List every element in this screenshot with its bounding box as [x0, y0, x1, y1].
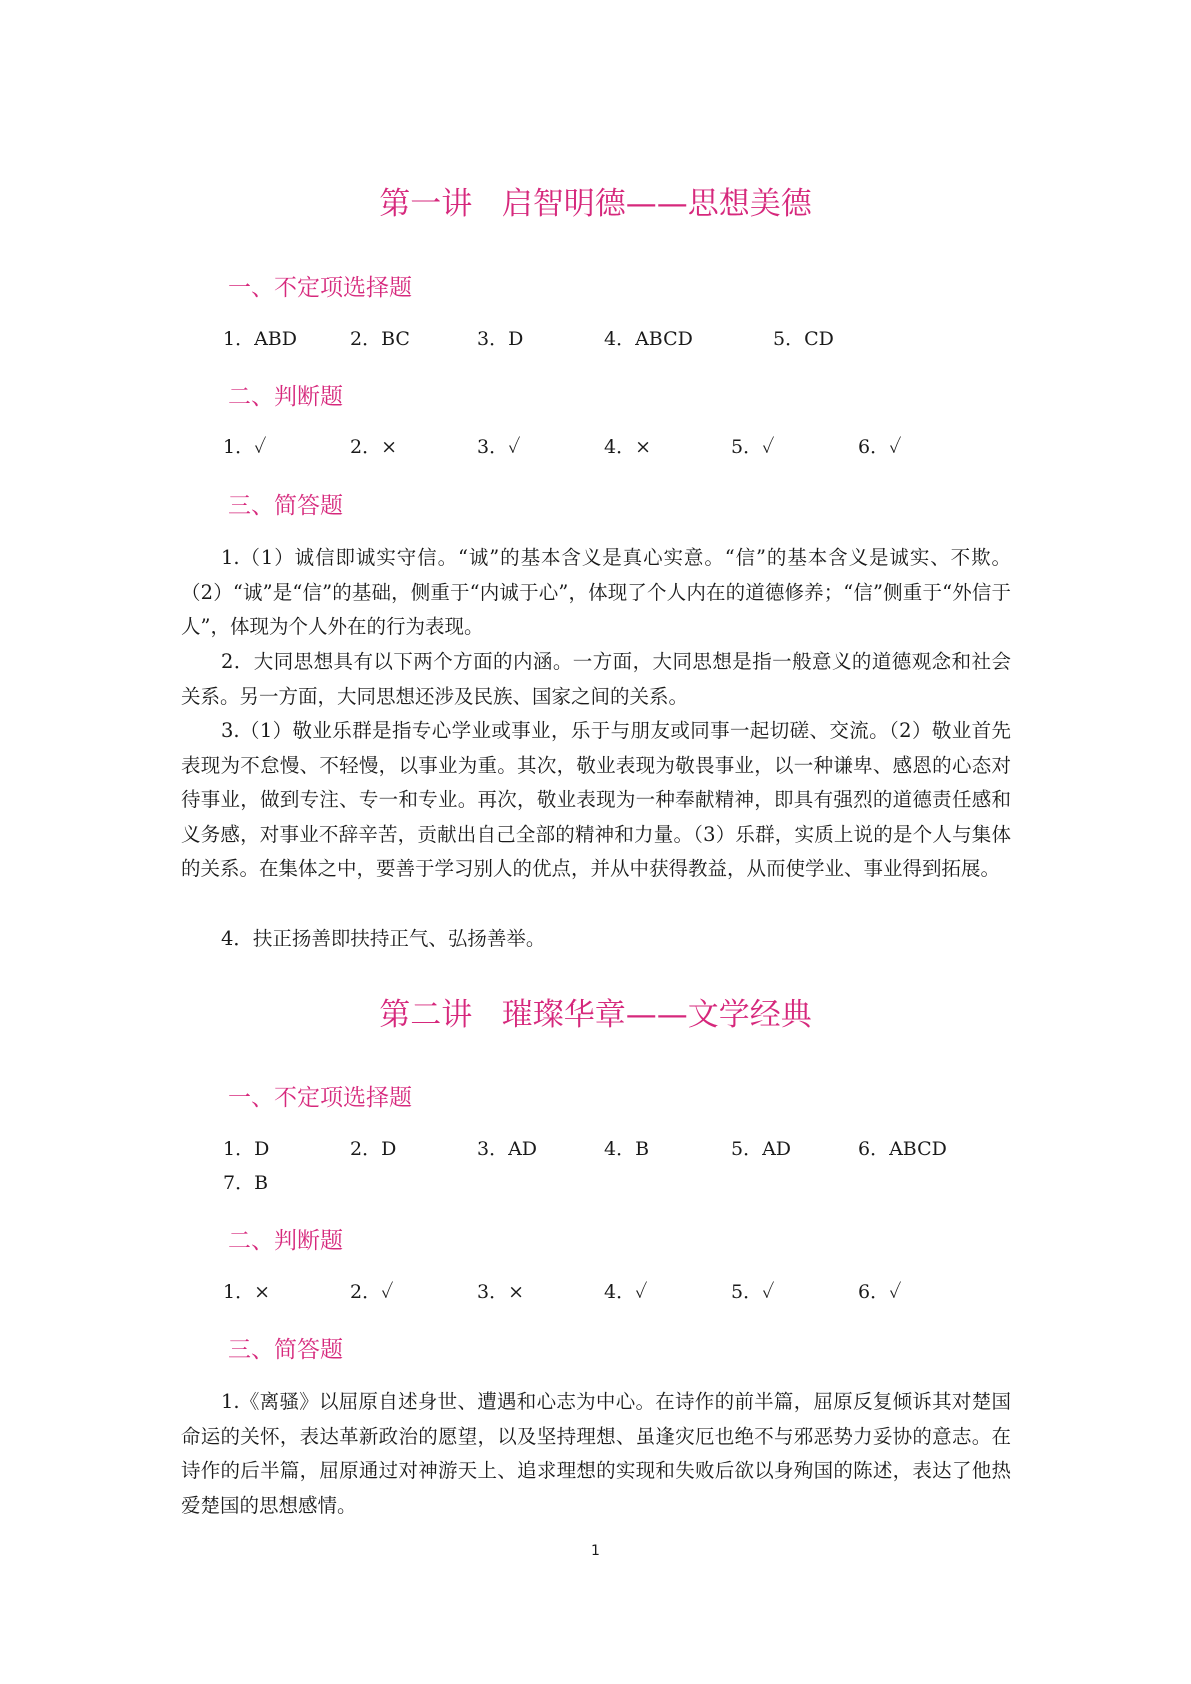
lecture-1-title: 第一讲 启智明德——思想美德: [379, 186, 812, 222]
answer: 2．BC: [350, 328, 410, 350]
lecture-2-tf-answers: [223, 1277, 1023, 1305]
answer: 1．ABD: [223, 328, 298, 350]
answer: 1．D: [223, 1138, 270, 1160]
answer: 1．✓: [223, 436, 267, 458]
lecture-1-sa-answer-1: 1.（1）诚信即诚实守信。“诚”的基本含义是真心实意。“信”的基本含义是诚实、不欺。（2）“诚”是“信”的基础，侧重于“内诚于心”，体现了个人内在的道德修养；“信”侧重于“外信于人”，体现为个人外在的行为表现。: [181, 546, 1011, 638]
lecture-1-sa-answer-2: 2．大同思想具有以下两个方面的内涵。一方面，大同思想是指一般意义的道德观念和社会关系。另一方面，大同思想还涉及民族、国家之间的关系。: [181, 650, 1011, 708]
answer: 2．×: [350, 436, 398, 458]
lecture-2-mc-answers: [223, 1134, 1023, 1162]
answer: 6．ABCD: [858, 1138, 947, 1160]
answer: 4．B: [604, 1138, 650, 1160]
answer: 4．ABCD: [604, 328, 693, 350]
lecture-1-tf-answers: [223, 432, 1023, 460]
lecture-2-title: 第二讲 璀璨华章——文学经典: [379, 997, 812, 1033]
answer: 3．D: [477, 328, 524, 350]
lecture-2-tf-heading: 二、判断题: [228, 1228, 343, 1254]
answer: 5．✓: [731, 1281, 775, 1303]
answer: 5．✓: [731, 436, 775, 458]
lecture-1-tf-heading: 二、判断题: [228, 384, 343, 410]
answer: 1．×: [223, 1281, 271, 1303]
lecture-2-sa-heading: 三、简答题: [228, 1337, 343, 1363]
answer: 4．✓: [604, 1281, 648, 1303]
answer: 2．D: [350, 1138, 397, 1160]
answer: 4．×: [604, 436, 652, 458]
answer: 3．✓: [477, 436, 521, 458]
lecture-2-sa-answer-1: 1.《离骚》以屈原自述身世、遭遇和心志为中心。在诗作的前半篇，屈原反复倾诉其对楚国命运的关怀，表达革新政治的愿望，以及坚持理想、虽逢灾厄也绝不与邪恶势力妥协的意志。在诗作的后半篇，屈原通过对神游天上、追求理想的实现和失败后欲以身殉国的陈述，表达了他热爱楚国的思想感情。: [181, 1390, 1011, 1517]
answer: 6．✓: [858, 1281, 902, 1303]
answer: 5．AD: [731, 1138, 792, 1160]
answer: 3．×: [477, 1281, 525, 1303]
answer: 3．AD: [477, 1138, 538, 1160]
answer: 5．CD: [773, 328, 834, 350]
answer: 7．B: [223, 1172, 269, 1194]
page-number: 1: [591, 1543, 600, 1559]
answer: 2．✓: [350, 1281, 394, 1303]
lecture-2-mc-answers-row-2: [223, 1168, 1023, 1196]
lecture-1-mc-answers: [223, 324, 1023, 352]
lecture-1-sa-answer-3: 3.（1）敬业乐群是指专心学业或事业，乐于与朋友或同事一起切磋、交流。（2）敬业首先表现为不怠慢、不轻慢，以事业为重。其次，敬业表现为敬畏事业，以一种谦卑、感恩的心态对待事业，做到专注、专一和专业。再次，敬业表现为一种奉献精神，即具有强烈的道德责任感和义务感，对事业不辞辛苦，贡献出自己全部的精神和力量。（3）乐群，实质上说的是个人与集体的关系。在集体之中，要善于学习别人的优点，并从中获得教益，从而使学业、事业得到拓展。: [181, 719, 1011, 880]
lecture-2-mc-heading: 一、不定项选择题: [228, 1085, 412, 1111]
answer: 6．✓: [858, 436, 902, 458]
lecture-1-sa-heading: 三、简答题: [228, 493, 343, 519]
lecture-1-mc-heading: 一、不定项选择题: [228, 275, 412, 301]
lecture-1-sa-answer-4: 4．扶正扬善即扶持正气、弘扬善举。: [221, 927, 546, 950]
